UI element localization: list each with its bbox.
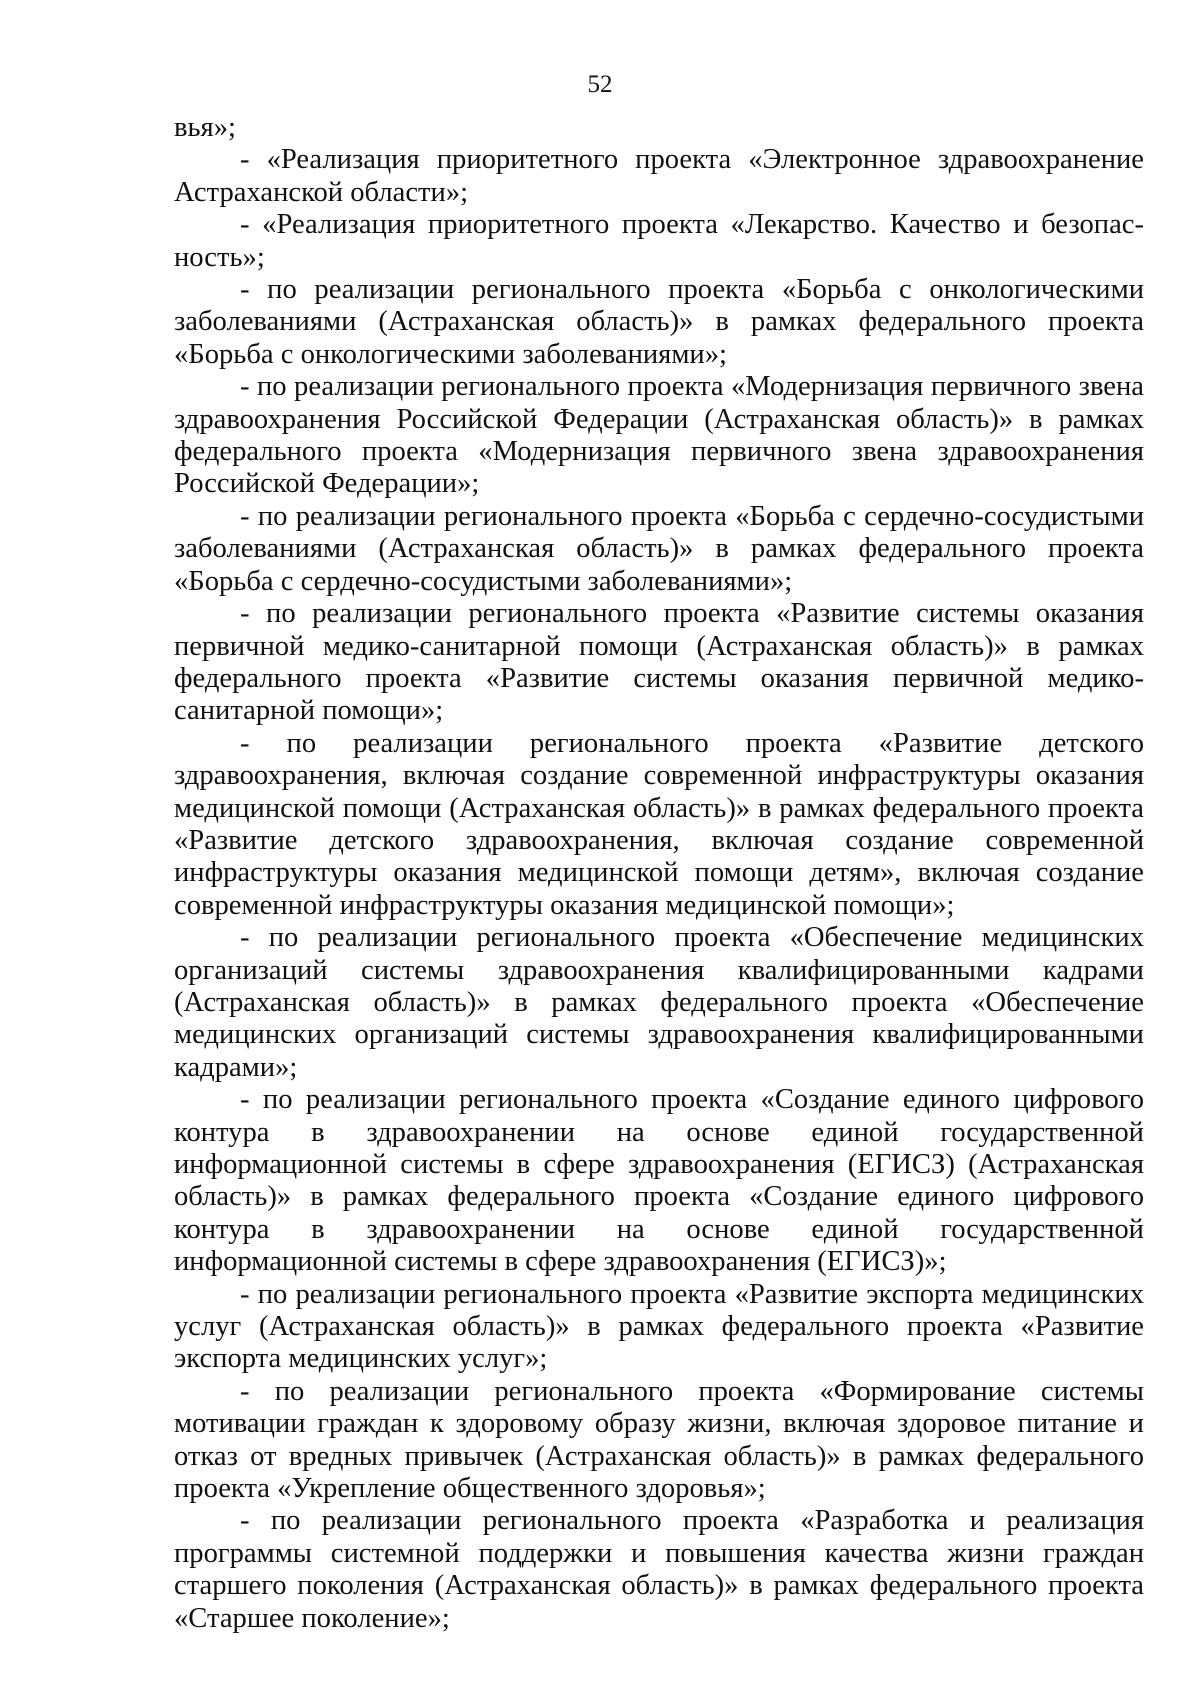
list-item: - по реализации регионального проекта «Обеспечение медицинских организаций системы здравоохранения квалифицированными кадрами (Астраханская область)» в рамках федерального проекта «Обеспечение медицинских организаций системы здравоохранения квалифицированными кадрами»;	[174, 922, 1144, 1083]
document-body	[174, 112, 1144, 1635]
list-item: - по реализации регионального проекта «Борьба с сердечно-сосудистыми заболеваниями (Астраханская область)» в рамках федерального проекта «Борьба с сердечно-сосудистыми заболеваниями»;	[174, 500, 1144, 597]
list-item: - по реализации регионального проекта «Развитие системы оказания первичной медико-санитарной помощи (Астраханская область)» в рамках федерального проекта «Развитие системы оказания первичной медико-санитарной помощи»;	[174, 598, 1144, 727]
page-number: 52	[587, 71, 613, 98]
list-item: - по реализации регионального проекта «Борьба с онкологическими заболеваниями (Астраханская область)» в рамках федерального проекта «Борьба с онкологическими заболеваниями»;	[174, 274, 1144, 370]
list-item: - по реализации регионального проекта «Создание единого цифрового контура в здравоохранении на основе единой государственной информационной системы в сфере здравоохранения (ЕГИСЗ) (Астраханская область)» в рамках федерального проекта «Создание единого цифрового контура в здравоохранении на основе единой государственной информационной системы в сфере здравоохранения (ЕГИСЗ)»;	[174, 1084, 1144, 1278]
list-item: - по реализации регионального проекта «Формирование системы мотивации граждан к здоровому образу жизни, включая здоровое питание и отказ от вредных привычек (Астраханская область)» в рамках федерального проекта «Укрепление общественного здоровья»;	[174, 1375, 1144, 1505]
list-item: - по реализации регионального проекта «Разработка и реализация программы системной поддержки и повышения качества жизни граждан старшего поколения (Астраханская область)» в рамках федерального проекта «Старшее поколение»;	[174, 1505, 1144, 1634]
paragraph-continuation: вья»;	[174, 112, 236, 143]
list-item: - «Реализация приоритетного проекта «Электронное здравоохранение Астраханской области»;	[174, 144, 1144, 208]
list-item: - «Реализация приоритетного проекта «Лекарство. Качество и безопасность»;	[174, 209, 1144, 273]
list-item: - по реализации регионального проекта «Развитие экспорта медицинских услуг (Астраханская область)» в рамках федерального проекта «Развитие экспорта медицинских услуг»;	[174, 1278, 1144, 1375]
list-item: - по реализации регионального проекта «Модернизация первичного звена здравоохранения Российской Федерации (Астраханская область)» в рамках федерального проекта «Модернизация первичного звена здравоохранения Российской Федерации»;	[174, 371, 1144, 500]
list-item: - по реализации регионального проекта «Развитие детского здравоохранения, включая создание современной инфраструктуры оказания медицинской помощи (Астраханская область)» в рамках федерального проекта «Развитие детского здравоохранения, включая создание современной инфраструктуры оказания медицинской помощи детям», включая создание современной инфраструктуры оказания медицинской помощи»;	[174, 727, 1144, 921]
